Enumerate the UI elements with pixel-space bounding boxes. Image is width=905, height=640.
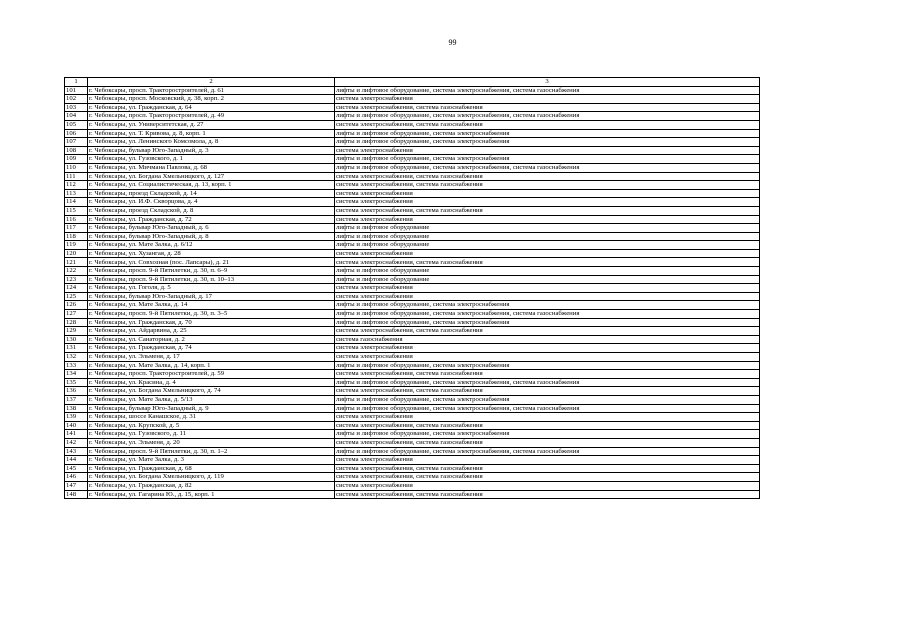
table-row xyxy=(65,430,760,439)
row-number-cell: 125 xyxy=(65,292,88,301)
row-address-cell: г. Чебоксары, ул. Богдана Хмельницкого, д. 127 xyxy=(88,172,335,181)
table-row xyxy=(65,275,760,284)
row-number-cell: 120 xyxy=(65,249,88,258)
row-number-cell: 129 xyxy=(65,327,88,336)
row-systems-cell: лифты и лифтовое оборудование xyxy=(335,241,760,250)
row-address-cell: г. Чебоксары, ул. Крупской, д. 5 xyxy=(88,421,335,430)
row-systems-cell: система электроснабжения xyxy=(335,413,760,422)
row-systems-cell: лифты и лифтовое оборудование, система электроснабжения xyxy=(335,301,760,310)
table-row xyxy=(65,387,760,396)
table-row xyxy=(65,310,760,319)
row-systems-cell: лифты и лифтовое оборудование xyxy=(335,275,760,284)
table-row xyxy=(65,181,760,190)
table-row xyxy=(65,103,760,112)
header-row xyxy=(65,78,760,87)
table-row xyxy=(65,249,760,258)
row-systems-cell: система электроснабжения, система газоснабжения xyxy=(335,473,760,482)
page-number: 99 xyxy=(448,38,457,47)
row-systems-cell: система электроснабжения, система газоснабжения xyxy=(335,387,760,396)
row-number-cell: 110 xyxy=(65,163,88,172)
row-number-cell: 108 xyxy=(65,146,88,155)
row-address-cell: г. Чебоксары, ул. Эльменя, д. 17 xyxy=(88,353,335,362)
row-systems-cell: система электроснабжения, система газоснабжения xyxy=(335,258,760,267)
row-address-cell: г. Чебоксары, проезд Складской, д. 14 xyxy=(88,189,335,198)
row-number-cell: 113 xyxy=(65,189,88,198)
row-address-cell: г. Чебоксары, просп. Московский, д. 38, корп. 2 xyxy=(88,95,335,104)
row-systems-cell: система электроснабжения, система газоснабжения xyxy=(335,120,760,129)
row-systems-cell: лифты и лифтовое оборудование, система электроснабжения, система газоснабжения xyxy=(335,163,760,172)
row-address-cell: г. Чебоксары, ул. Т. Кривова, д. 8, корп. 1 xyxy=(88,129,335,138)
table-row xyxy=(65,258,760,267)
table-row xyxy=(65,404,760,413)
table-row xyxy=(65,155,760,164)
row-address-cell: г. Чебоксары, ул. Гражданская, д. 70 xyxy=(88,318,335,327)
row-number-cell: 123 xyxy=(65,275,88,284)
row-address-cell: г. Чебоксары, ул. Эльменя, д. 20 xyxy=(88,438,335,447)
row-systems-cell: лифты и лифтовое оборудование, система электроснабжения, система газоснабжения xyxy=(335,378,760,387)
row-systems-cell: система электроснабжения xyxy=(335,344,760,353)
row-number-cell: 148 xyxy=(65,490,88,499)
row-number-cell: 122 xyxy=(65,267,88,276)
row-systems-cell: система электроснабжения xyxy=(335,292,760,301)
row-address-cell: г. Чебоксары, ул. Гузовского, д. 1 xyxy=(88,155,335,164)
table-row xyxy=(65,447,760,456)
row-systems-cell: система электроснабжения xyxy=(335,198,760,207)
row-systems-cell: лифты и лифтовое оборудование, система электроснабжения xyxy=(335,318,760,327)
table-row xyxy=(65,163,760,172)
row-number-cell: 138 xyxy=(65,404,88,413)
row-address-cell: г. Чебоксары, ул. Мате Залка, д. 3 xyxy=(88,456,335,465)
row-number-cell: 126 xyxy=(65,301,88,310)
row-number-cell: 116 xyxy=(65,215,88,224)
row-address-cell: г. Чебоксары, ул. Гражданская, д. 68 xyxy=(88,464,335,473)
row-number-cell: 105 xyxy=(65,120,88,129)
row-number-cell: 118 xyxy=(65,232,88,241)
row-systems-cell: лифты и лифтовое оборудование, система электроснабжения xyxy=(335,430,760,439)
row-systems-cell: система электроснабжения xyxy=(335,284,760,293)
row-address-cell: г. Чебоксары, шоссе Канашское, д. 31 xyxy=(88,413,335,422)
row-systems-cell: система электроснабжения, система газоснабжения xyxy=(335,172,760,181)
row-address-cell: г. Чебоксары, бульвар Юго-Западный, д. 8 xyxy=(88,232,335,241)
table-row xyxy=(65,464,760,473)
row-systems-cell: система электроснабжения xyxy=(335,353,760,362)
row-address-cell: г. Чебоксары, просп. 9-й Пятилетки, д. 30, п. 6–9 xyxy=(88,267,335,276)
row-number-cell: 112 xyxy=(65,181,88,190)
row-number-cell: 133 xyxy=(65,361,88,370)
row-systems-cell: лифты и лифтовое оборудование, система электроснабжения, система газоснабжения xyxy=(335,310,760,319)
table-row xyxy=(65,473,760,482)
table-row xyxy=(65,344,760,353)
table-row xyxy=(65,232,760,241)
row-address-cell: г. Чебоксары, ул. Мате Залка, д. 14 xyxy=(88,301,335,310)
row-address-cell: г. Чебоксары, ул. Мичмана Павлова, д. 68 xyxy=(88,163,335,172)
table-row xyxy=(65,215,760,224)
row-address-cell: г. Чебоксары, ул. Богдана Хмельницкого, д. 74 xyxy=(88,387,335,396)
table-row xyxy=(65,224,760,233)
row-address-cell: г. Чебоксары, ул. Социалистическая, д. 13, корп. 1 xyxy=(88,181,335,190)
table-row xyxy=(65,378,760,387)
row-systems-cell: система электроснабжения, система газоснабжения xyxy=(335,327,760,336)
row-systems-cell: лифты и лифтовое оборудование, система электроснабжения, система газоснабжения xyxy=(335,112,760,121)
row-address-cell: г. Чебоксары, бульвар Юго-Западный, д. 9 xyxy=(88,404,335,413)
row-address-cell: г. Чебоксары, просп. Тракторостроителей, д. 49 xyxy=(88,112,335,121)
row-address-cell: г. Чебоксары, просп. Тракторостроителей, д. 61 xyxy=(88,86,335,95)
table-row xyxy=(65,301,760,310)
table-row xyxy=(65,206,760,215)
row-address-cell: г. Чебоксары, ул. Гражданская, д. 64 xyxy=(88,103,335,112)
row-systems-cell: система электроснабжения, система газоснабжения xyxy=(335,438,760,447)
table-row xyxy=(65,327,760,336)
row-number-cell: 115 xyxy=(65,206,88,215)
table-row xyxy=(65,421,760,430)
row-number-cell: 106 xyxy=(65,129,88,138)
row-address-cell: г. Чебоксары, ул. Гузовского, д. 11 xyxy=(88,430,335,439)
table-row xyxy=(65,146,760,155)
row-number-cell: 124 xyxy=(65,284,88,293)
row-number-cell: 146 xyxy=(65,473,88,482)
table-row xyxy=(65,189,760,198)
row-address-cell: г. Чебоксары, просп. 9-й Пятилетки, д. 30, п. 10–13 xyxy=(88,275,335,284)
row-number-cell: 145 xyxy=(65,464,88,473)
row-systems-cell: лифты и лифтовое оборудование, система электроснабжения, система газоснабжения xyxy=(335,447,760,456)
row-address-cell: г. Чебоксары, ул. Совхозная (пос. Лапсары), д. 21 xyxy=(88,258,335,267)
row-address-cell: г. Чебоксары, ул. Гагарина Ю., д. 15, корп. 1 xyxy=(88,490,335,499)
row-systems-cell: система электроснабжения xyxy=(335,249,760,258)
table-row xyxy=(65,292,760,301)
table-row xyxy=(65,353,760,362)
row-systems-cell: система электроснабжения, система газоснабжения xyxy=(335,103,760,112)
register-table-body xyxy=(65,78,760,499)
row-systems-cell: лифты и лифтовое оборудование, система электроснабжения xyxy=(335,395,760,404)
row-systems-cell: система электроснабжения, система газоснабжения xyxy=(335,206,760,215)
row-number-cell: 114 xyxy=(65,198,88,207)
table-row xyxy=(65,129,760,138)
header-cell-number: 1 xyxy=(65,78,88,87)
header-cell-address: 2 xyxy=(88,78,335,87)
row-number-cell: 137 xyxy=(65,395,88,404)
row-number-cell: 136 xyxy=(65,387,88,396)
row-number-cell: 128 xyxy=(65,318,88,327)
row-address-cell: г. Чебоксары, просп. 9-й Пятилетки, д. 30, п. 3–5 xyxy=(88,310,335,319)
table-row xyxy=(65,267,760,276)
row-address-cell: г. Чебоксары, просп. 9-й Пятилетки, д. 30, п. 1–2 xyxy=(88,447,335,456)
table-row xyxy=(65,413,760,422)
row-systems-cell: лифты и лифтовое оборудование, система электроснабжения xyxy=(335,138,760,147)
row-number-cell: 103 xyxy=(65,103,88,112)
row-number-cell: 144 xyxy=(65,456,88,465)
table-row xyxy=(65,361,760,370)
row-address-cell: г. Чебоксары, ул. Гражданская, д. 82 xyxy=(88,481,335,490)
row-systems-cell: лифты и лифтовое оборудование, система электроснабжения xyxy=(335,129,760,138)
row-systems-cell: система электроснабжения xyxy=(335,456,760,465)
row-systems-cell: система электроснабжения xyxy=(335,95,760,104)
row-address-cell: г. Чебоксары, проезд Складской, д. 8 xyxy=(88,206,335,215)
table-row xyxy=(65,95,760,104)
row-address-cell: г. Чебоксары, бульвар Юго-Западный, д. 6 xyxy=(88,224,335,233)
row-number-cell: 109 xyxy=(65,155,88,164)
table-row xyxy=(65,456,760,465)
table-row xyxy=(65,172,760,181)
row-number-cell: 111 xyxy=(65,172,88,181)
row-address-cell: г. Чебоксары, ул. Айдарвина, д. 25 xyxy=(88,327,335,336)
table-row xyxy=(65,138,760,147)
table-row xyxy=(65,490,760,499)
table-row xyxy=(65,395,760,404)
row-number-cell: 101 xyxy=(65,86,88,95)
row-systems-cell: лифты и лифтовое оборудование, система электроснабжения xyxy=(335,155,760,164)
row-number-cell: 140 xyxy=(65,421,88,430)
table-row xyxy=(65,481,760,490)
row-systems-cell: система электроснабжения xyxy=(335,481,760,490)
table-row xyxy=(65,284,760,293)
row-systems-cell: система электроснабжения, система газоснабжения xyxy=(335,490,760,499)
table-row xyxy=(65,335,760,344)
row-number-cell: 104 xyxy=(65,112,88,121)
table-row xyxy=(65,198,760,207)
row-number-cell: 134 xyxy=(65,370,88,379)
row-number-cell: 131 xyxy=(65,344,88,353)
row-address-cell: г. Чебоксары, ул. И.Ф. Скворцова, д. 4 xyxy=(88,198,335,207)
table-row xyxy=(65,112,760,121)
table-row xyxy=(65,241,760,250)
row-address-cell: г. Чебоксары, ул. Мате Залка, д. 5/13 xyxy=(88,395,335,404)
row-number-cell: 132 xyxy=(65,353,88,362)
row-number-cell: 143 xyxy=(65,447,88,456)
row-systems-cell: лифты и лифтовое оборудование xyxy=(335,232,760,241)
row-address-cell: г. Чебоксары, ул. Богдана Хмельницкого, д. 119 xyxy=(88,473,335,482)
row-address-cell: г. Чебоксары, ул. Красина, д. 4 xyxy=(88,378,335,387)
row-address-cell: г. Чебоксары, ул. Гражданская, д. 74 xyxy=(88,344,335,353)
row-systems-cell: система электроснабжения, система газоснабжения xyxy=(335,421,760,430)
row-systems-cell: система электроснабжения xyxy=(335,146,760,155)
row-systems-cell: лифты и лифтовое оборудование xyxy=(335,224,760,233)
row-systems-cell: система электроснабжения, система газоснабжения xyxy=(335,464,760,473)
row-number-cell: 102 xyxy=(65,95,88,104)
row-number-cell: 117 xyxy=(65,224,88,233)
row-address-cell: г. Чебоксары, бульвар Юго-Западный, д. 3 xyxy=(88,146,335,155)
table-row xyxy=(65,120,760,129)
row-address-cell: г. Чебоксары, ул. Университетская, д. 27 xyxy=(88,120,335,129)
row-number-cell: 135 xyxy=(65,378,88,387)
row-systems-cell: лифты и лифтовое оборудование, система электроснабжения, система газоснабжения xyxy=(335,86,760,95)
row-address-cell: г. Чебоксары, ул. Гоголя, д. 5 xyxy=(88,284,335,293)
row-systems-cell: система электроснабжения, система газоснабжения xyxy=(335,181,760,190)
row-number-cell: 142 xyxy=(65,438,88,447)
table-row xyxy=(65,86,760,95)
row-systems-cell: лифты и лифтовое оборудование xyxy=(335,267,760,276)
row-number-cell: 130 xyxy=(65,335,88,344)
row-address-cell: г. Чебоксары, ул. Ленинского Комсомола, д. 8 xyxy=(88,138,335,147)
row-address-cell: г. Чебоксары, ул. Гражданская, д. 72 xyxy=(88,215,335,224)
row-systems-cell: лифты и лифтовое оборудование, система электроснабжения xyxy=(335,361,760,370)
row-systems-cell: система электроснабжения, система газоснабжения xyxy=(335,370,760,379)
row-number-cell: 127 xyxy=(65,310,88,319)
row-systems-cell: система электроснабжения xyxy=(335,189,760,198)
table-row xyxy=(65,438,760,447)
row-address-cell: г. Чебоксары, ул. Мате Залка, д. 14, корп. 1 xyxy=(88,361,335,370)
row-address-cell: г. Чебоксары, просп. Тракторостроителей, д. 59 xyxy=(88,370,335,379)
row-address-cell: г. Чебоксары, ул. Хузангая, д. 28 xyxy=(88,249,335,258)
row-systems-cell: система электроснабжения xyxy=(335,215,760,224)
header-cell-systems: 3 xyxy=(335,78,760,87)
row-number-cell: 107 xyxy=(65,138,88,147)
row-number-cell: 139 xyxy=(65,413,88,422)
row-address-cell: г. Чебоксары, ул. Мате Залка, д. 6/12 xyxy=(88,241,335,250)
row-number-cell: 119 xyxy=(65,241,88,250)
row-systems-cell: лифты и лифтовое оборудование, система электроснабжения, система газоснабжения xyxy=(335,404,760,413)
table-row xyxy=(65,318,760,327)
table-row xyxy=(65,370,760,379)
row-systems-cell: система газоснабжения xyxy=(335,335,760,344)
register-table xyxy=(64,77,760,499)
row-number-cell: 121 xyxy=(65,258,88,267)
row-address-cell: г. Чебоксары, ул. Санаторная, д. 2 xyxy=(88,335,335,344)
row-address-cell: г. Чебоксары, бульвар Юго-Западный, д. 17 xyxy=(88,292,335,301)
row-number-cell: 141 xyxy=(65,430,88,439)
row-number-cell: 147 xyxy=(65,481,88,490)
